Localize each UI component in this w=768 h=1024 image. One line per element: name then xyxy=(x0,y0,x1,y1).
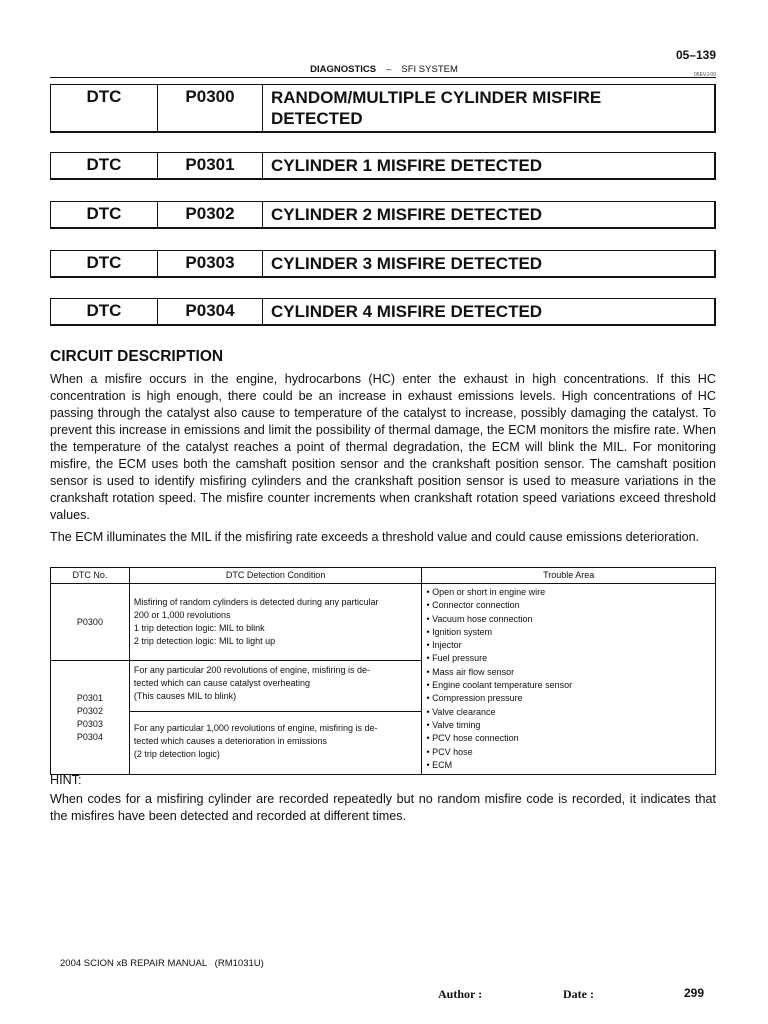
footer-manual-title: 2004 SCION xB REPAIR MANUAL (RM1031U) xyxy=(60,958,264,969)
condition-line: 200 or 1,000 revolutions xyxy=(133,610,231,620)
column-header-trouble-area: Trouble Area xyxy=(422,568,716,584)
trouble-area-item: • Vacuum hose connection xyxy=(426,613,533,624)
trouble-area-item: • Ignition system xyxy=(426,626,493,637)
dtc-number-cell xyxy=(51,661,130,775)
circuit-description-paragraph-2: The ECM illuminates the MIL if the misfiring rate exceeds a threshold value and could cause emissions deterioration. xyxy=(50,530,700,544)
trouble-area-item: • PCV hose connection xyxy=(426,733,519,744)
dtc-code: P0300 xyxy=(158,85,263,131)
dtc-title: CYLINDER 1 MISFIRE DETECTED xyxy=(271,156,543,175)
hint-label: HINT: xyxy=(50,773,82,787)
dtc-code: P0302 xyxy=(158,202,263,227)
dtc-box-p0300 xyxy=(50,84,716,133)
circuit-description-paragraph-1: When a misfire occurs in the engine, hydrocarbons (HC) enter the exhaust in high concentrations. If this HC concentration is high enough, there could be an increase in exhaust emissions levels. High concentrations of HC passing through the catalyst also cause to temperature of the catalyst to increase, possibly damaging the catalyst. To prevent this increase in emissions and limit the possibility of thermal damage, the ECM monitors the misfire rate. When the temperature of the catalyst reaches a point of thermal degradation, the ECM will blink the MIL. For monitoring misfire, the ECM uses both the camshaft position sensor and the crankshaft position sensor. The camshaft position sensor is used to identify misfiring cylinders and the crankshaft position sensor is used to measure variations in the crankshaft rotation speed. The misfire counter increments when crankshaft rotation speed variations exceed threshold values. xyxy=(50,372,716,522)
condition-line: tected which can cause catalyst overheating xyxy=(133,678,310,688)
dtc-number: P0303 xyxy=(76,718,103,729)
dtc-number: P0302 xyxy=(76,705,103,716)
dtc-title xyxy=(263,85,714,131)
condition-line: (This causes MIL to blink) xyxy=(133,691,237,701)
dtc-title: CYLINDER 2 MISFIRE DETECTED xyxy=(271,205,543,224)
document-id: 05EVJ-09 xyxy=(694,72,716,78)
trouble-area-item: • Open or short in engine wire xyxy=(426,587,546,597)
dtc-label: DTC xyxy=(51,85,158,131)
detection-condition-cell xyxy=(129,661,422,712)
trouble-area-item: • Connector connection xyxy=(426,600,520,611)
page-number: 05–139 xyxy=(675,48,716,62)
table-row-p0300 xyxy=(51,584,716,661)
trouble-area-item: • Compression pressure xyxy=(426,693,523,704)
condition-line: 2 trip detection logic: MIL to light up xyxy=(133,636,276,646)
dtc-box-p0303 xyxy=(50,250,716,278)
dtc-title: CYLINDER 3 MISFIRE DETECTED xyxy=(271,254,543,273)
trouble-area-item: • ECM xyxy=(426,759,453,770)
date-label: Date : xyxy=(563,987,594,1001)
condition-line: (2 trip detection logic) xyxy=(133,749,220,760)
dtc-code: P0303 xyxy=(158,251,263,276)
trouble-area-item: • Fuel pressure xyxy=(426,653,488,664)
trouble-area-item: • Engine coolant temperature sensor xyxy=(426,680,573,691)
dtc-number: P0301 xyxy=(76,692,103,703)
header-rule xyxy=(50,77,716,78)
trouble-area-item: • Valve clearance xyxy=(426,706,496,717)
sheet-number: 299 xyxy=(684,986,705,1000)
dtc-box-p0301 xyxy=(50,152,716,180)
condition-line: For any particular 200 revolutions of engine, misfiring is de- xyxy=(133,665,371,675)
trouble-area-item: • Mass air flow sensor xyxy=(426,666,515,677)
dtc-box-p0302 xyxy=(50,201,716,229)
dtc-label: DTC xyxy=(51,153,158,178)
column-header-detection-condition: DTC Detection Condition xyxy=(129,568,422,584)
dtc-title-line: DETECTED xyxy=(271,109,363,128)
trouble-area-item: • PCV hose xyxy=(426,746,473,757)
system-name: SFI SYSTEM xyxy=(401,64,458,75)
dtc-number-cell xyxy=(51,584,130,661)
dtc-title-line: RANDOM/MULTIPLE CYLINDER MISFIRE xyxy=(271,88,602,107)
trouble-area-item: • Injector xyxy=(426,640,462,651)
dtc-label: DTC xyxy=(51,202,158,227)
section-header xyxy=(0,64,768,75)
condition-line: For any particular 1,000 revolutions of engine, misfiring is de- xyxy=(133,723,378,734)
condition-line: 1 trip detection logic: MIL to blink xyxy=(133,623,265,633)
condition-line: Misfiring of random cylinders is detected during any particular xyxy=(133,597,379,607)
header-separator: – xyxy=(386,64,392,75)
column-header-dtc-no: DTC No. xyxy=(51,568,130,584)
author-label: Author : xyxy=(438,987,483,1001)
dtc-code: P0304 xyxy=(158,299,263,324)
condition-line: tected which causes a deterioration in emissions xyxy=(133,736,327,747)
dtc-code: P0301 xyxy=(158,153,263,178)
dtc-label: DTC xyxy=(51,299,158,324)
table-header-row xyxy=(51,568,716,584)
dtc-number: P0304 xyxy=(76,731,103,742)
dtc-label: DTC xyxy=(51,251,158,276)
dtc-box-p0304 xyxy=(50,298,716,326)
dtc-table xyxy=(50,567,716,775)
dtc-number: P0300 xyxy=(76,616,103,627)
trouble-area-item: • Valve timing xyxy=(426,719,481,730)
dtc-title: CYLINDER 4 MISFIRE DETECTED xyxy=(271,302,543,321)
hint-text: When codes for a misfiring cylinder are recorded repeatedly but no random misfire code is recorded, it indicates that the misfires have been detected and recorded at different times. xyxy=(50,792,716,823)
section-name: DIAGNOSTICS xyxy=(310,64,377,75)
detection-condition-cell xyxy=(129,712,422,775)
detection-condition-cell xyxy=(129,584,422,661)
trouble-area-cell xyxy=(422,584,716,775)
circuit-description-title: CIRCUIT DESCRIPTION xyxy=(50,348,224,365)
